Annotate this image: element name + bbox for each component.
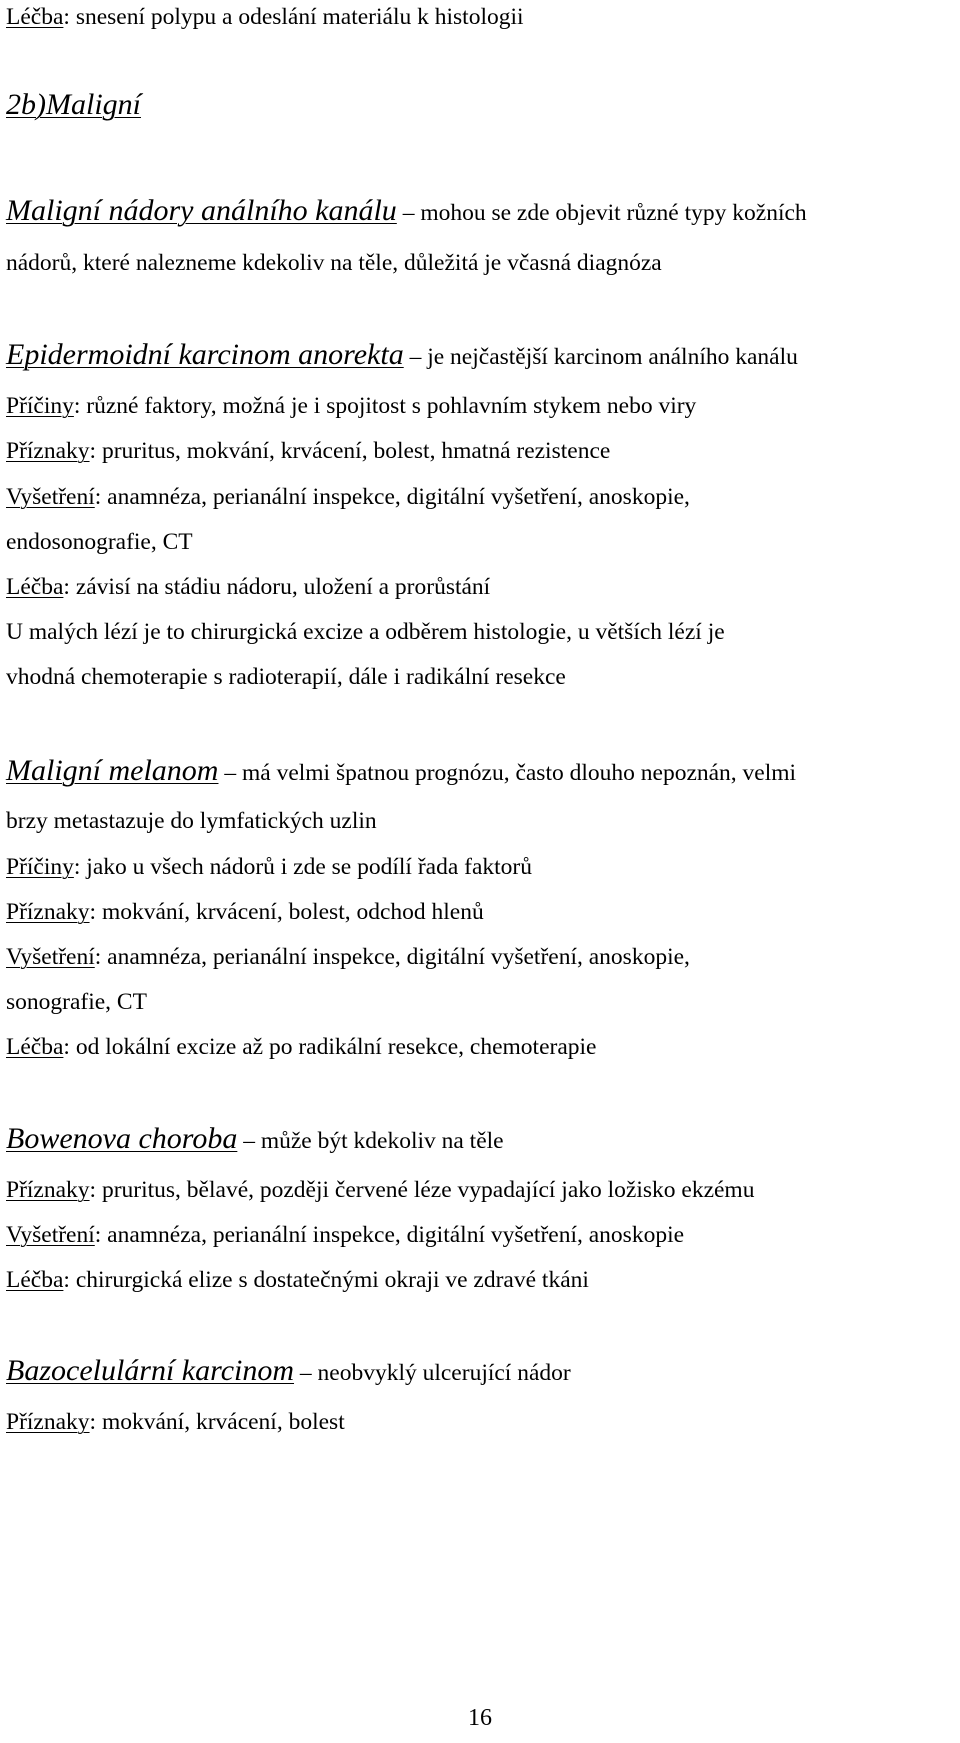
field-label: Příznaky: [6, 899, 90, 925]
field-text: chirurgická elize s dostatečnými okraji ve zdravé tkáni: [75, 1267, 589, 1293]
text-line: [6, 987, 954, 1017]
field-text: jako u všech nádorů i zde se podílí řada faktorů: [86, 854, 532, 880]
field-text: mohou se zde objevit různé typy kožních: [420, 200, 807, 226]
field-text: mokvání, krvácení, bolest, odchod hlenů: [101, 899, 484, 925]
text-line: Příznaky: pruritus, bělavé, později červené léze vypadající jako ložisko ekzému: [6, 1177, 755, 1203]
field-text: závisí na stádiu nádoru, uložení a prorůstání: [75, 574, 491, 600]
field-text: pruritus, bělavé, později červené léze vypadající jako ložisko ekzému: [101, 1177, 755, 1203]
field-text: je nejčastější karcinom análního kanálu: [427, 344, 798, 370]
text-line: [6, 527, 954, 557]
field-label: Léčba: [6, 1034, 64, 1060]
field-text: neobvyklý ulcerující nádor: [317, 1360, 571, 1386]
section-title: Maligní nádory análního kanálu: [6, 194, 397, 227]
text-line: Vyšetření: anamnéza, perianální inspekce, digitální vyšetření, anoskopie,: [6, 944, 690, 970]
section-title: Maligní melanom: [6, 754, 219, 787]
text-line: Maligní melanom – má velmi špatnou prognózu, často dlouho nepoznán, velmi: [6, 754, 797, 787]
field-label: Příznaky: [6, 1177, 90, 1203]
field-text: může být kdekoliv na těle: [260, 1128, 504, 1154]
field-label: Vyšetření: [6, 484, 95, 510]
text-line: [6, 617, 954, 647]
page-number: 16: [468, 1705, 492, 1731]
text-line: Léčba: chirurgická elize s dostatečnými okraji ve zdravé tkáni: [6, 1267, 589, 1293]
field-text: anamnéza, perianální inspekce, digitální vyšetření, anoskopie,: [107, 484, 690, 510]
text-line: Bowenova choroba – může být kdekoliv na těle: [6, 1122, 504, 1155]
field-text: různé faktory, možná je i spojitost s pohlavním stykem nebo viry: [86, 393, 697, 419]
section-title: Epidermoidní karcinom anorekta: [6, 338, 404, 371]
field-text: anamnéza, perianální inspekce, digitální vyšetření, anoskopie,: [107, 944, 690, 970]
field-text: snesení polypu a odeslání materiálu k histologii: [75, 4, 524, 30]
text-line: Vyšetření: anamnéza, perianální inspekce, digitální vyšetření, anoskopie,: [6, 484, 690, 510]
field-label: Léčba: [6, 4, 64, 30]
field-label: Léčba: [6, 1267, 64, 1293]
field-text: mokvání, krvácení, bolest: [101, 1409, 345, 1435]
text-line: Epidermoidní karcinom anorekta – je nejčastější karcinom análního kanálu: [6, 338, 798, 371]
text-line: Příznaky: mokvání, krvácení, bolest: [6, 1409, 345, 1435]
field-text: vhodná chemoterapie s radioterapií, dále i radikální resekce: [6, 664, 566, 690]
text-line: [6, 662, 954, 692]
field-text: má velmi špatnou prognózu, často dlouho nepoznán, velmi: [241, 760, 797, 786]
field-text: brzy metastazuje do lymfatických uzlin: [6, 808, 377, 834]
text-line: Příznaky: mokvání, krvácení, bolest, odchod hlenů: [6, 899, 484, 925]
field-label: Příčiny: [6, 854, 74, 880]
field-text: sonografie, CT: [6, 989, 147, 1015]
text-line: [6, 248, 954, 278]
text-line: Příčiny: jako u všech nádorů i zde se podílí řada faktorů: [6, 854, 532, 880]
text-line: [6, 806, 954, 836]
field-text: od lokální excize až po radikální resekce, chemoterapie: [75, 1034, 597, 1060]
text-line: Příčiny: různé faktory, možná je i spojitost s pohlavním stykem nebo viry: [6, 393, 697, 419]
text-line: Příznaky: pruritus, mokvání, krvácení, bolest, hmatná rezistence: [6, 438, 611, 464]
field-label: Vyšetření: [6, 944, 95, 970]
section-title: Bazocelulární karcinom: [6, 1354, 295, 1387]
section-heading: 2b)Maligní: [6, 88, 141, 121]
field-text: pruritus, mokvání, krvácení, bolest, hmatná rezistence: [101, 438, 611, 464]
text-line: Maligní nádory análního kanálu – mohou se zde objevit různé typy kožních: [6, 194, 807, 227]
text-line: Léčba: od lokální excize až po radikální resekce, chemoterapie: [6, 1034, 597, 1060]
field-label: Vyšetření: [6, 1222, 95, 1248]
field-label: Příznaky: [6, 438, 90, 464]
field-text: nádorů, které nalezneme kdekoliv na těle, důležitá je včasná diagnóza: [6, 250, 662, 276]
field-text: endosonografie, CT: [6, 529, 193, 555]
section-title: Bowenova choroba: [6, 1122, 238, 1155]
text-line: Bazocelulární karcinom – neobvyklý ulcerující nádor: [6, 1354, 571, 1387]
field-label: Léčba: [6, 574, 64, 600]
field-text: U malých lézí je to chirurgická excize a odběrem histologie, u větších lézí je: [6, 619, 725, 645]
field-label: Příčiny: [6, 393, 74, 419]
text-line: Léčba: závisí na stádiu nádoru, uložení a prorůstání: [6, 574, 491, 600]
text-line: Léčba: snesení polypu a odeslání materiálu k histologii: [6, 4, 524, 30]
field-text: anamnéza, perianální inspekce, digitální vyšetření, anoskopie: [107, 1222, 685, 1248]
field-label: Příznaky: [6, 1409, 90, 1435]
text-line: Vyšetření: anamnéza, perianální inspekce, digitální vyšetření, anoskopie: [6, 1222, 685, 1248]
